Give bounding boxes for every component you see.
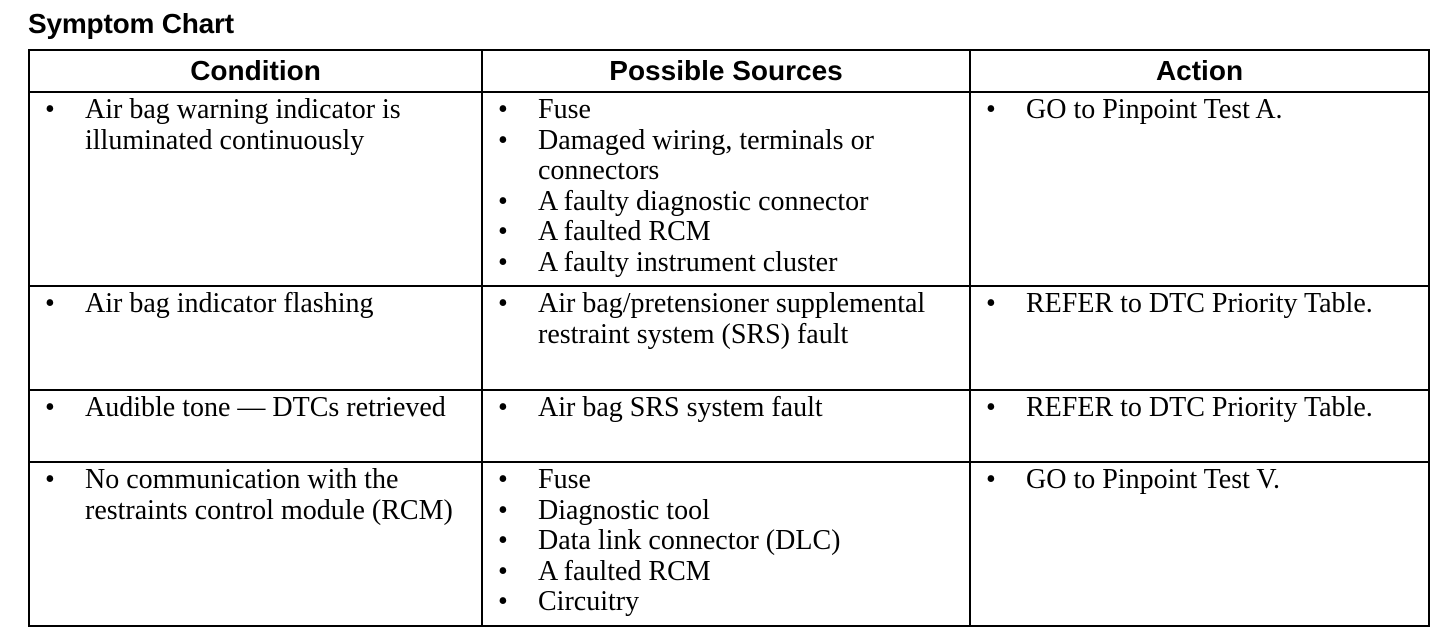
action-cell xyxy=(970,462,1429,626)
list-item: • Air bag SRS system fault xyxy=(483,393,969,424)
list-item: • A faulted RCM xyxy=(483,557,969,588)
action-cell xyxy=(970,92,1429,286)
action-list xyxy=(971,95,1428,126)
sources-cell xyxy=(482,286,970,390)
header-possible-sources: Possible Sources xyxy=(482,50,970,92)
condition-list xyxy=(30,95,481,156)
header-action: Action xyxy=(970,50,1429,92)
list-item: • GO to Pinpoint Test V. xyxy=(971,465,1428,496)
table-row xyxy=(29,390,1429,462)
list-item: • Damaged wiring, terminals or connectors xyxy=(483,126,969,187)
list-item: • A faulty instrument cluster xyxy=(483,248,969,279)
list-item: • Diagnostic tool xyxy=(483,496,969,527)
list-item: • Audible tone — DTCs retrieved xyxy=(30,393,481,424)
sources-list xyxy=(483,95,969,278)
action-cell xyxy=(970,390,1429,462)
list-item: • Fuse xyxy=(483,95,969,126)
header-condition: Condition xyxy=(29,50,482,92)
list-item: • No communication with the restraints control module (RCM) xyxy=(30,465,481,526)
sources-cell xyxy=(482,462,970,626)
action-list xyxy=(971,289,1428,320)
sources-list xyxy=(483,465,969,618)
table-header-row xyxy=(29,50,1429,92)
list-item: • Data link connector (DLC) xyxy=(483,526,969,557)
table-row xyxy=(29,92,1429,286)
list-item: • REFER to DTC Priority Table. xyxy=(971,393,1428,424)
list-item: • REFER to DTC Priority Table. xyxy=(971,289,1428,320)
condition-cell xyxy=(29,462,482,626)
list-item: • Air bag indicator flashing xyxy=(30,289,481,320)
list-item: • GO to Pinpoint Test A. xyxy=(971,95,1428,126)
condition-cell xyxy=(29,286,482,390)
sources-cell xyxy=(482,92,970,286)
condition-cell xyxy=(29,92,482,286)
condition-cell xyxy=(29,390,482,462)
symptom-chart-table xyxy=(28,49,1430,627)
condition-list xyxy=(30,465,481,526)
action-list xyxy=(971,393,1428,424)
condition-list xyxy=(30,393,481,424)
list-item: • Fuse xyxy=(483,465,969,496)
action-cell xyxy=(970,286,1429,390)
sources-list xyxy=(483,289,969,350)
list-item: • A faulty diagnostic connector xyxy=(483,187,969,218)
list-item: • A faulted RCM xyxy=(483,217,969,248)
list-item: • Circuitry xyxy=(483,587,969,618)
sources-cell xyxy=(482,390,970,462)
action-list xyxy=(971,465,1428,496)
table-row xyxy=(29,462,1429,626)
page-title: Symptom Chart xyxy=(28,8,234,39)
list-item: • Air bag/pretensioner supplemental restraint system (SRS) fault xyxy=(483,289,969,350)
condition-list xyxy=(30,289,481,320)
table-row xyxy=(29,286,1429,390)
sources-list xyxy=(483,393,969,424)
list-item: • Air bag warning indicator is illuminated continuously xyxy=(30,95,481,156)
